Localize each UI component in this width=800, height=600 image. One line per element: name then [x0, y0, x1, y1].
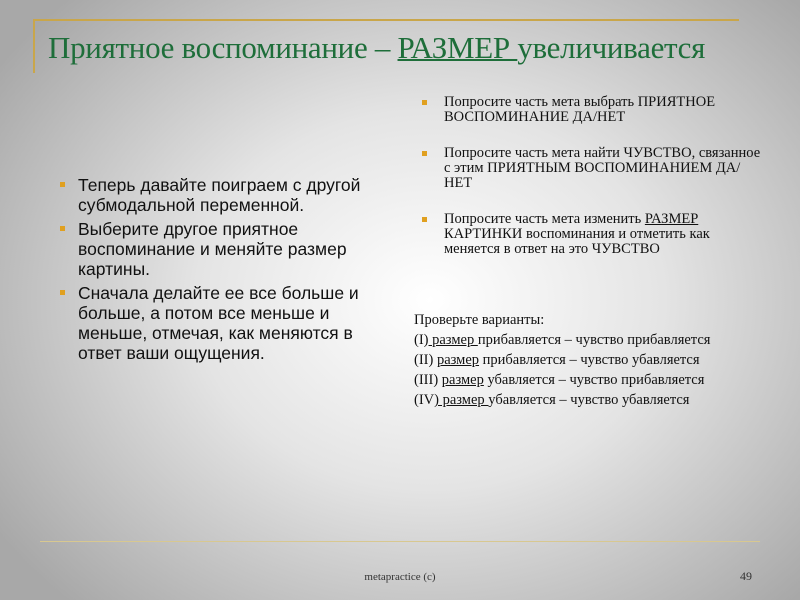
bullet-text: Сначала делайте ее все больше и больше, а потом все меньше и меньше, отмечая, как меняются в ответ ваши ощущения.: [78, 283, 359, 363]
variant-item: [414, 352, 734, 368]
variant-word: ) размер: [434, 392, 489, 408]
variant-rest: прибавляется – чувство убавляется: [479, 352, 700, 368]
page-number: 49: [740, 569, 752, 583]
list-item: [422, 95, 762, 125]
variant-item: [414, 332, 734, 348]
check-variants: [414, 312, 734, 412]
list-item: [60, 283, 380, 363]
bullet-icon: [60, 226, 65, 231]
bullet-text: Теперь давайте поиграем с другой субмодальной переменной.: [78, 175, 361, 215]
list-item: [60, 219, 380, 279]
variant-word: размер: [428, 332, 478, 348]
variant-rest: прибавляется – чувство прибавляется: [477, 332, 711, 348]
bullet-icon: [422, 151, 427, 156]
title-underlined: РАЗМЕР: [397, 30, 518, 65]
bullet-text: Попросите часть мета изменить: [444, 211, 645, 227]
left-bullet-list: [60, 175, 380, 367]
slide-footer: metapractice (c): [364, 571, 436, 583]
bullet-icon: [60, 290, 65, 295]
bullet-icon: [422, 100, 427, 105]
bullet-text-end: КАРТИНКИ воспоминания и отметить как меняется в ответ на это ЧУВСТВО: [444, 226, 710, 257]
bullet-text: Попросите часть мета выбрать ПРИЯТНОЕ ВОСПОМИНАНИЕ ДА/НЕТ: [444, 94, 716, 125]
title-text: Приятное воспоминание –: [48, 30, 398, 65]
check-heading: Проверьте варианты:: [414, 312, 545, 328]
slide-title: [48, 30, 705, 66]
left-rule: [33, 19, 35, 73]
title-text-end: увеличивается: [517, 30, 706, 65]
variant-rest: убавляется – чувство убавляется: [488, 392, 690, 408]
bullet-icon: [60, 182, 65, 187]
variant-num: (I): [414, 332, 429, 348]
variant-word: размер: [441, 372, 484, 388]
variant-num: (II): [414, 352, 437, 368]
bullet-underlined: РАЗМЕР: [644, 211, 699, 227]
variant-num: (III): [414, 372, 442, 388]
variant-item: [414, 392, 734, 408]
variant-word: размер: [436, 352, 480, 368]
variant-item: [414, 372, 734, 388]
list-item: [60, 175, 380, 215]
bullet-text: Выберите другое приятное воспоминание и меняйте размер картины.: [78, 219, 347, 279]
bottom-rule: [40, 541, 760, 542]
variant-num: (IV: [414, 392, 435, 408]
bullet-icon: [422, 217, 427, 222]
top-rule: [33, 19, 739, 21]
list-item: [422, 146, 762, 191]
variant-rest: убавляется – чувство прибавляется: [483, 372, 705, 388]
right-bullet-list: [422, 95, 762, 278]
list-item: [422, 212, 762, 257]
bullet-text: Попросите часть мета найти ЧУВСТВО, связанное с этим ПРИЯТНЫМ ВОСПОМИНАНИЕМ ДА/НЕТ: [444, 145, 761, 191]
